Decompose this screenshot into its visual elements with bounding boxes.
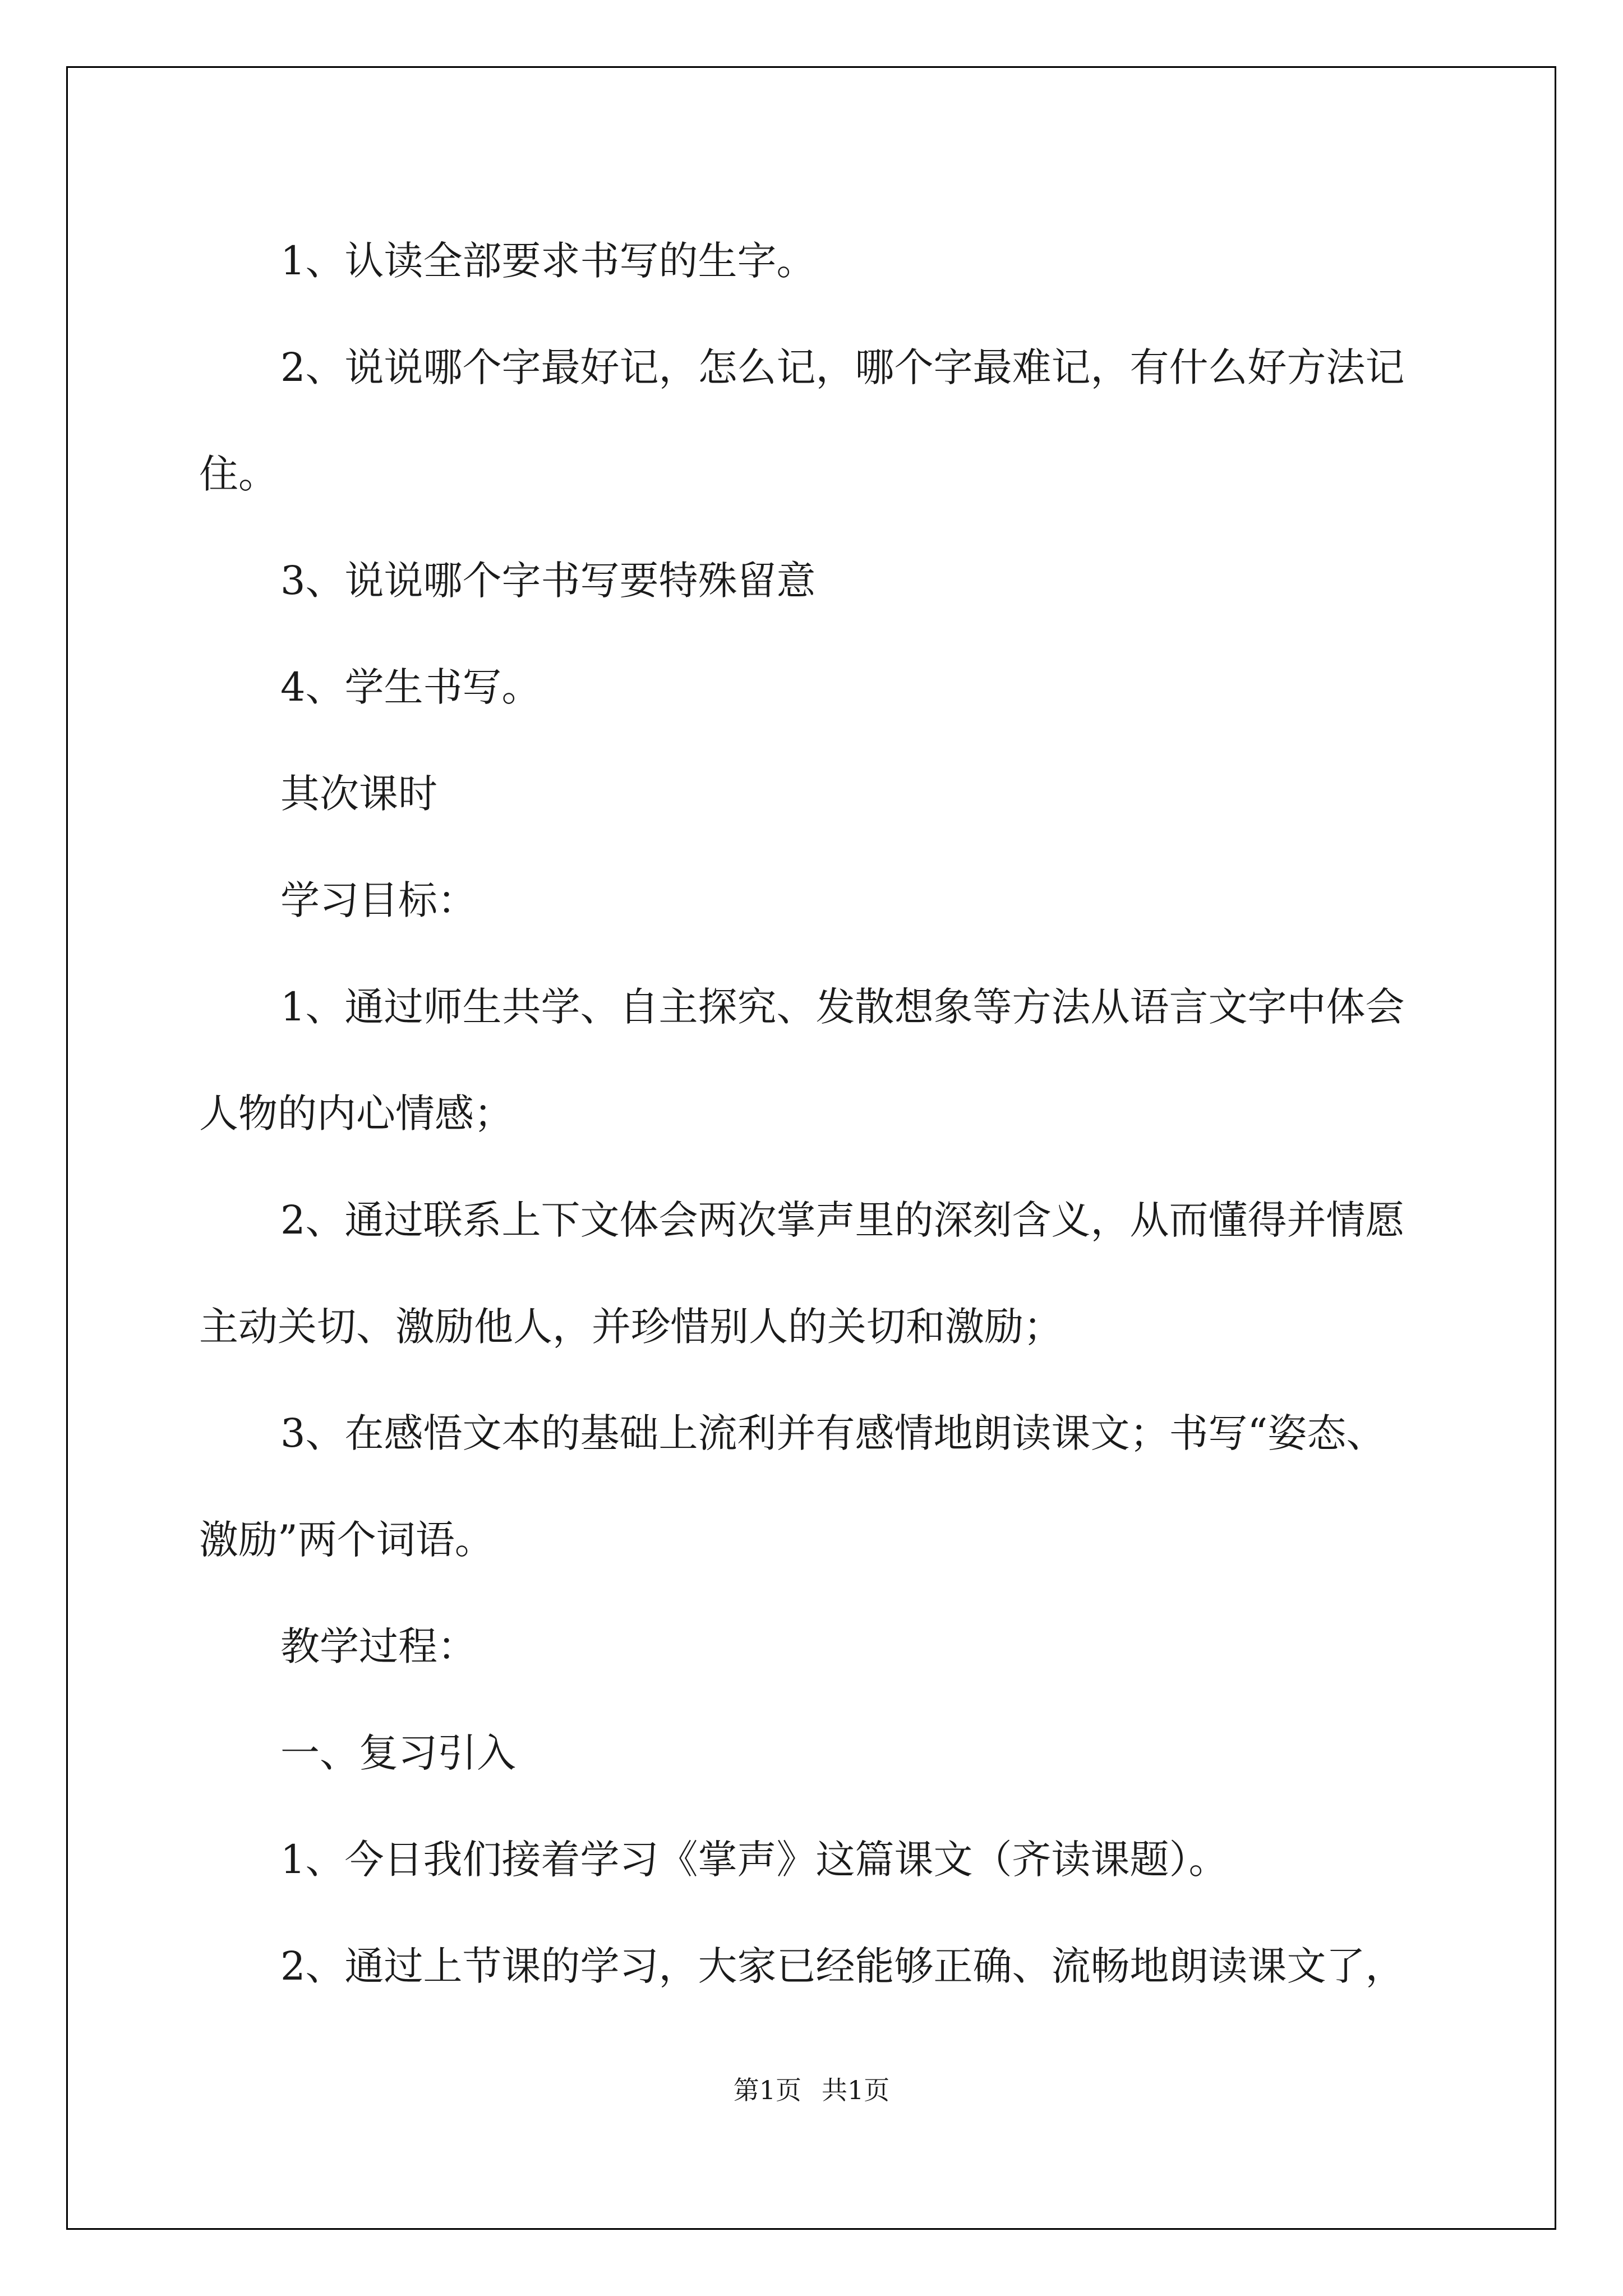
page-number: 第1页	[733, 2075, 801, 2105]
section-heading: 学习目标：	[280, 877, 477, 923]
paragraph-line: 3、在感悟文本的基础上流利并有感情地朗读课文；书写“姿态、	[280, 1410, 1386, 1456]
paragraph-line: 1、通过师生共学、自主探究、发散想象等方法从语言文字中体会	[280, 984, 1405, 1030]
paragraph-line: 1、今日我们接着学习《掌声》这篇课文（齐读课题）。	[280, 1837, 1228, 1883]
paragraph-line: 2、说说哪个字最好记，怎么记，哪个字最难记，有什么好方法记	[280, 344, 1405, 390]
paragraph-line: 3、说说哪个字书写要特殊留意	[280, 558, 816, 604]
paragraph-line: 4、学生书写。	[280, 664, 541, 710]
paragraph-line: 2、通过上节课的学习，大家已经能够正确、流畅地朗读课文了，	[280, 1943, 1405, 1989]
document-body	[199, 208, 1433, 2019]
paragraph-line: 住。	[199, 451, 278, 497]
paragraph-line: 2、通过联系上下文体会两次掌声里的深刻含义，从而懂得并情愿	[280, 1197, 1405, 1243]
page-total: 共1页	[822, 2075, 890, 2105]
section-heading: 其次课时	[280, 771, 437, 817]
section-heading: 一、复习引入	[280, 1730, 516, 1776]
paragraph-line: 1、认读全部要求书写的生字。	[280, 238, 816, 284]
paragraph-line: 主动关切、激励他人，并珍惜别人的关切和激励；	[199, 1304, 1063, 1350]
paragraph-line: 激励”两个词语。	[199, 1517, 494, 1563]
section-heading: 教学过程：	[280, 1623, 477, 1669]
page-footer	[0, 2070, 1623, 2107]
paragraph-line: 人物的内心情感；	[199, 1091, 513, 1137]
